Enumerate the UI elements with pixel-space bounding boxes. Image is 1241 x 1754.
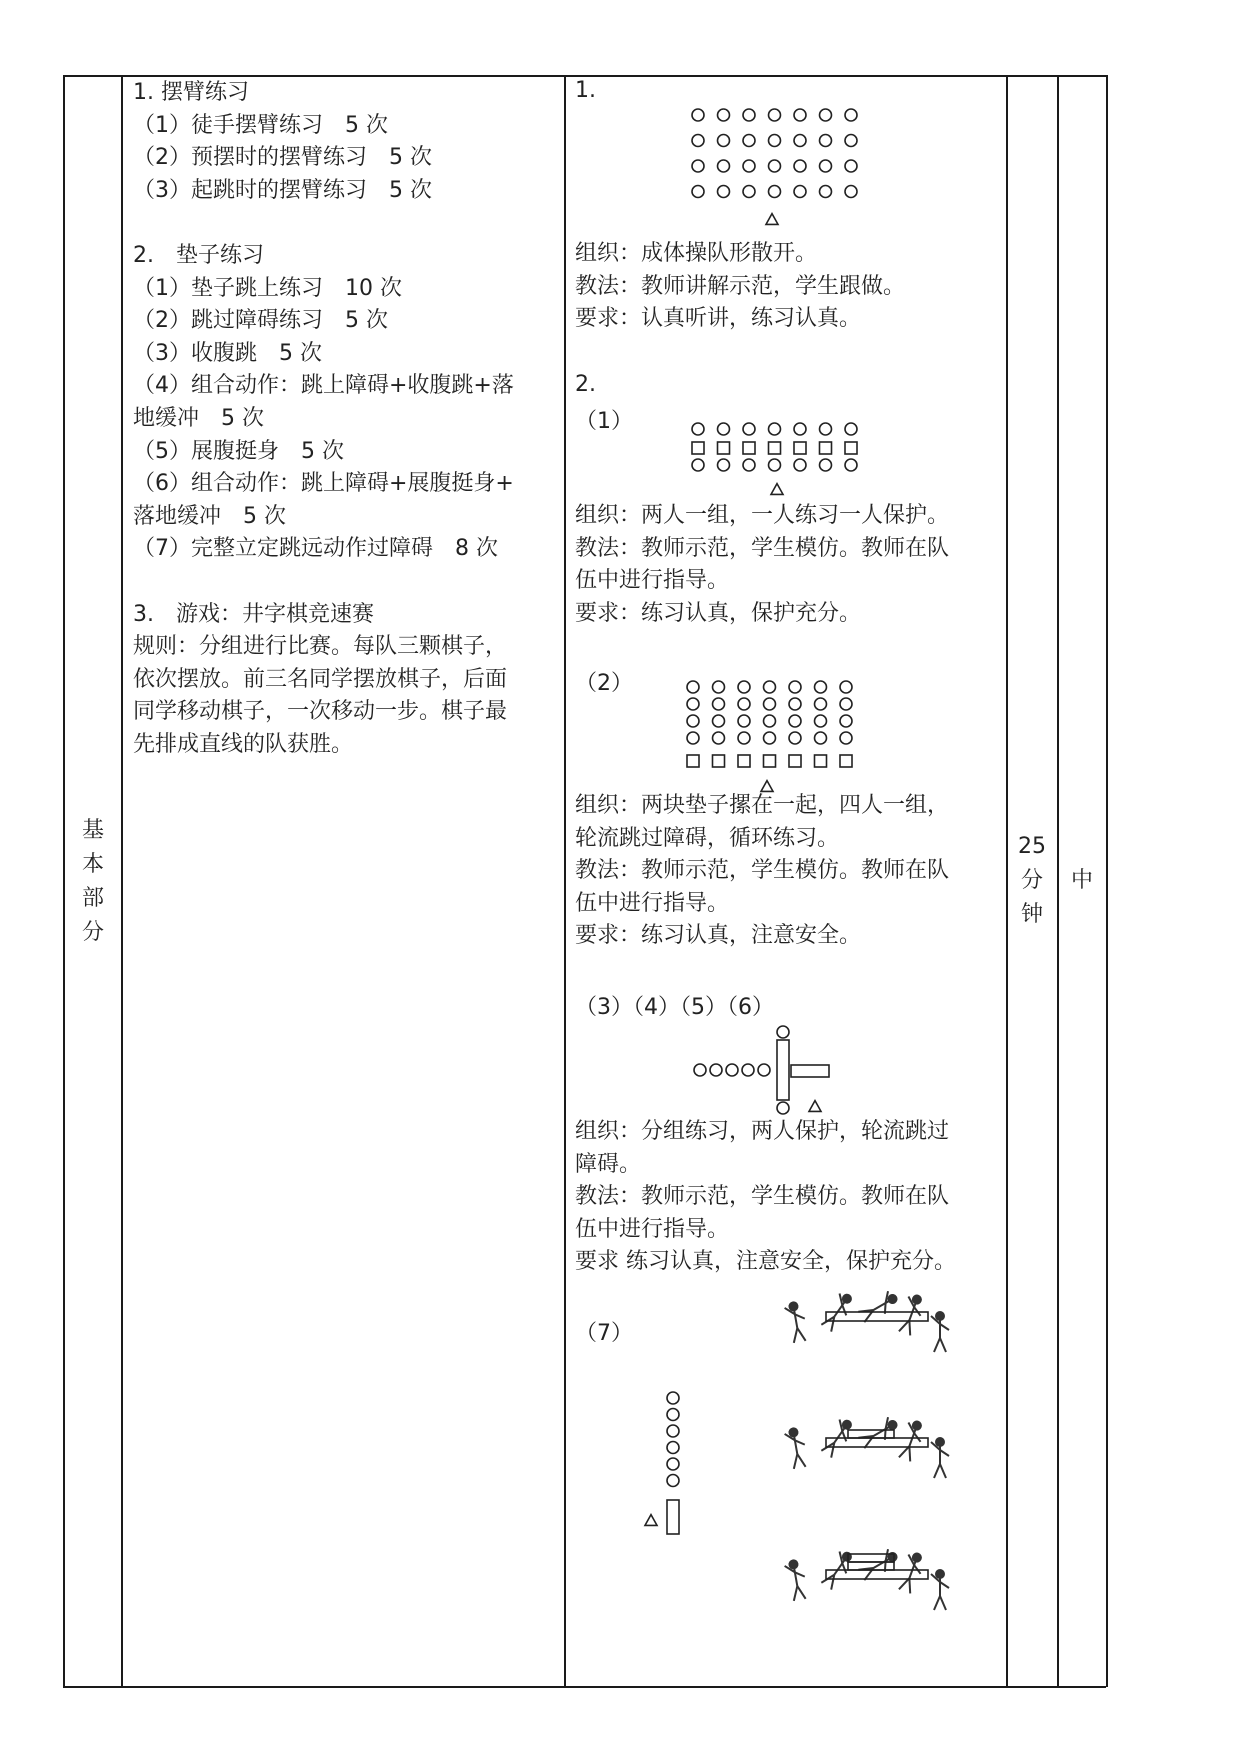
- jumper-figure: [857, 1289, 901, 1325]
- student-circle: [718, 160, 730, 172]
- content-line: 先排成直线的队获胜。: [133, 731, 354, 757]
- student-circle: [718, 186, 730, 198]
- section-label-char: 基: [81, 818, 104, 843]
- mat-square: [845, 442, 857, 454]
- mat-square: [789, 755, 801, 767]
- mat-square: [718, 442, 730, 454]
- column-divider-1: [121, 75, 123, 1687]
- org-section-3-text: [575, 1116, 1000, 1279]
- jumper-stroke: [934, 1596, 940, 1610]
- org-line: 障碍。: [575, 1151, 642, 1177]
- content-line: 依次摆放。前三名同学摆放棋子，后面: [133, 666, 508, 692]
- jumper-stroke: [826, 1443, 839, 1458]
- content-line: 规则：分组进行比赛。每队三颗棋子，: [133, 634, 508, 660]
- org-section-3-label: （3）（4）（5）（6）: [575, 995, 774, 1020]
- student-circle: [687, 698, 699, 710]
- student-circle: [794, 459, 806, 471]
- org-line: 教法：教师示范，学生模仿。教师在队: [575, 858, 950, 884]
- student-circle: [840, 715, 852, 727]
- teacher-triangle: [766, 214, 778, 225]
- student-circle: [820, 135, 832, 147]
- student-circle: [820, 109, 832, 121]
- student-circle: [794, 109, 806, 121]
- jumper-stroke: [940, 1324, 949, 1330]
- jumper-stroke: [797, 1453, 805, 1468]
- jumper-stroke: [936, 1438, 944, 1446]
- student-circle: [667, 1409, 679, 1421]
- student-circle: [769, 186, 781, 198]
- mat-square: [743, 442, 755, 454]
- jumper-figure: [896, 1419, 927, 1463]
- student-circle: [845, 423, 857, 435]
- mat-square: [713, 755, 725, 767]
- obstacle-bar: [667, 1500, 679, 1534]
- content-line: （5）展腹挺身 5 次: [133, 438, 344, 464]
- student-circle: [718, 423, 730, 435]
- student-circle: [742, 1064, 754, 1076]
- org-line: 要求：练习认真，注意安全。: [575, 923, 862, 949]
- org-section-2a-label: （1）: [575, 409, 633, 434]
- section-label-char: 本: [81, 852, 104, 877]
- mat-square: [687, 755, 699, 767]
- mat-square: [840, 755, 852, 767]
- formation-diagram-3: [565, 1020, 1005, 1120]
- content-line: （1）徒手摆臂练习 5 次: [133, 112, 388, 138]
- student-circle: [667, 1425, 679, 1437]
- org-section-1-text: [575, 238, 1000, 336]
- jumper-figure: [896, 1293, 927, 1337]
- student-circle: [692, 135, 704, 147]
- student-circle: [764, 698, 776, 710]
- content-line: （3）收腹跳 5 次: [133, 340, 322, 366]
- student-circle: [845, 160, 857, 172]
- org-line: 组织：两人一组，一人练习一人保护。: [575, 503, 950, 528]
- time-cell: [1010, 830, 1054, 932]
- teacher-triangle: [771, 484, 783, 495]
- org-line: 组织：分组练习，两人保护，轮流跳过: [575, 1119, 950, 1144]
- student-circle: [769, 423, 781, 435]
- mat-square: [692, 442, 704, 454]
- student-circle: [718, 109, 730, 121]
- student-circle: [692, 160, 704, 172]
- jumper-figure: [931, 1312, 949, 1352]
- org-line: 轮流跳过障碍，循环练习。: [575, 825, 840, 851]
- student-circle: [738, 681, 750, 693]
- org-line: 伍中进行指导。: [575, 568, 730, 594]
- student-circle: [845, 109, 857, 121]
- jumper-stroke: [858, 1305, 873, 1317]
- content-line: [133, 566, 558, 599]
- table-border-left: [63, 75, 65, 1687]
- student-circle: [840, 681, 852, 693]
- jumper-figure: [896, 1551, 927, 1595]
- student-circle: [789, 681, 801, 693]
- org-line: 伍中进行指导。: [575, 890, 730, 916]
- content-line: 地缓冲 5 次: [133, 405, 264, 431]
- student-circle: [713, 732, 725, 744]
- jumper-stroke: [887, 1420, 898, 1431]
- jumper-stroke: [858, 1563, 873, 1575]
- student-circle: [667, 1442, 679, 1454]
- student-circle: [820, 459, 832, 471]
- student-circle: [667, 1475, 679, 1487]
- student-circle: [789, 698, 801, 710]
- student-circle: [764, 732, 776, 744]
- student-circle: [789, 732, 801, 744]
- jumper-stroke: [940, 1596, 946, 1610]
- student-circle: [687, 681, 699, 693]
- content-line: （4）组合动作：跳上障碍+收腹跳+落: [133, 373, 514, 399]
- org-line: 教法：教师示范，学生模仿。教师在队: [575, 1184, 950, 1210]
- jumper-stroke: [936, 1570, 944, 1578]
- org-line: 组织：两块垫子摞在一起，四人一组，: [575, 793, 950, 818]
- jumper-stroke: [789, 1560, 798, 1569]
- student-circle: [738, 732, 750, 744]
- formation-diagram-1: [565, 95, 1005, 235]
- jumper-figure: [784, 1559, 809, 1602]
- student-circle: [820, 423, 832, 435]
- formation-diagram-2b: [565, 672, 1005, 792]
- student-circle: [794, 135, 806, 147]
- jumper-figure: [784, 1301, 809, 1344]
- table-border-bottom: [63, 1686, 1106, 1688]
- org-section-1-number: 1.: [575, 78, 596, 103]
- content-line: （2）跳过障碍练习 5 次: [133, 308, 388, 334]
- student-circle: [692, 423, 704, 435]
- jumper-stroke: [940, 1582, 949, 1588]
- jumper-figure: [931, 1438, 949, 1478]
- student-circle: [718, 459, 730, 471]
- jumper-stroke: [934, 1464, 940, 1478]
- student-circle: [710, 1064, 722, 1076]
- mat-bar: [791, 1065, 829, 1077]
- jumper-stroke: [912, 1552, 922, 1562]
- student-circle: [820, 160, 832, 172]
- intensity-cell: 中: [1070, 868, 1093, 893]
- student-circle: [713, 698, 725, 710]
- student-circle: [758, 1064, 770, 1076]
- table-border-right: [1106, 75, 1108, 1687]
- student-circle: [794, 160, 806, 172]
- teacher-triangle: [645, 1515, 657, 1526]
- jumper-stroke: [940, 1450, 949, 1456]
- section-label: [70, 814, 116, 950]
- student-circle: [769, 160, 781, 172]
- content-line: 1. 摆臂练习: [133, 80, 249, 105]
- mat-square: [820, 442, 832, 454]
- student-circle: [794, 186, 806, 198]
- org-line: 要求：练习认真，保护充分。: [575, 600, 862, 626]
- org-line: 要求 练习认真，注意安全，保护充分。: [575, 1249, 956, 1275]
- jumper-stroke: [826, 1317, 839, 1332]
- jumper-stroke: [797, 1585, 805, 1600]
- time-unit-char: 钟: [1020, 902, 1043, 927]
- content-line: （2）预摆时的摆臂练习 5 次: [133, 145, 432, 171]
- student-circle: [692, 186, 704, 198]
- mat-square: [794, 442, 806, 454]
- jumper-stroke: [789, 1428, 798, 1437]
- student-circle: [840, 698, 852, 710]
- formation-diagram-2a: [565, 415, 1005, 505]
- student-circle: [820, 186, 832, 198]
- student-circle: [769, 135, 781, 147]
- jumper-stroke: [887, 1294, 898, 1305]
- org-line: 伍中进行指导。: [575, 1216, 730, 1242]
- student-circle: [743, 186, 755, 198]
- student-circle: [743, 459, 755, 471]
- student-circle: [794, 423, 806, 435]
- content-line: 同学移动棋子，一次移动一步。棋子最: [133, 699, 508, 725]
- student-circle: [769, 459, 781, 471]
- section-label-char: 部: [81, 886, 104, 911]
- jumper-stroke: [789, 1302, 798, 1311]
- jumper-stroke: [797, 1327, 805, 1342]
- student-circle: [713, 681, 725, 693]
- student-circle: [815, 732, 827, 744]
- student-circle: [738, 698, 750, 710]
- student-circle: [726, 1064, 738, 1076]
- student-circle: [687, 715, 699, 727]
- jumper-stroke: [912, 1294, 922, 1304]
- jumper-stroke: [887, 1552, 898, 1563]
- student-circle: [743, 160, 755, 172]
- content-line: （6）组合动作：跳上障碍+展腹挺身+: [133, 471, 514, 497]
- student-circle: [777, 1026, 789, 1038]
- column-divider-3: [1006, 75, 1008, 1687]
- student-circle: [743, 109, 755, 121]
- content-line: （7）完整立定跳远动作过障碍 8 次: [133, 536, 498, 562]
- content-line: （1）垫子跳上练习 10 次: [133, 275, 402, 301]
- student-circle: [694, 1064, 706, 1076]
- student-circle: [743, 135, 755, 147]
- org-section-2-number: 2.: [575, 372, 596, 397]
- content-line: 2. 垫子练习: [133, 242, 264, 268]
- student-circle: [687, 732, 699, 744]
- student-circle: [738, 715, 750, 727]
- student-circle: [815, 698, 827, 710]
- mat-square: [764, 755, 776, 767]
- student-circle: [667, 1392, 679, 1404]
- org-section-2b-text: [575, 790, 1000, 953]
- org-section-7-label: （7）: [575, 1321, 633, 1346]
- jumper-stroke: [940, 1464, 946, 1478]
- jumper-stroke: [940, 1338, 946, 1352]
- student-circle: [845, 186, 857, 198]
- mat-square: [815, 755, 827, 767]
- org-line: 教法：教师讲解示范，学生跟做。: [575, 273, 906, 299]
- content-line: （3）起跳时的摆臂练习 5 次: [133, 177, 432, 203]
- student-circle: [845, 459, 857, 471]
- time-value: 25: [1018, 834, 1046, 859]
- obstacle-bar: [777, 1040, 789, 1100]
- time-unit-char: 分: [1020, 868, 1043, 893]
- long-jump-illustration: [780, 1300, 960, 1660]
- student-circle: [815, 715, 827, 727]
- student-circle: [764, 715, 776, 727]
- teacher-triangle: [809, 1101, 821, 1112]
- mat-square: [769, 442, 781, 454]
- content-line: [133, 207, 558, 240]
- section-label-char: 分: [81, 920, 104, 945]
- jumper-stroke: [858, 1431, 873, 1443]
- student-circle: [764, 681, 776, 693]
- student-circle: [667, 1458, 679, 1470]
- student-circle: [718, 135, 730, 147]
- jumper-stroke: [934, 1338, 940, 1352]
- jumper-figure: [784, 1427, 809, 1470]
- org-section-2b-label: （2）: [575, 671, 633, 696]
- student-circle: [769, 109, 781, 121]
- student-circle: [713, 715, 725, 727]
- jumper-figure: [931, 1570, 949, 1610]
- jumper-stroke: [826, 1575, 839, 1590]
- org-section-2a-text: [575, 500, 1000, 630]
- student-circle: [789, 715, 801, 727]
- content-line: 3. 游戏：井字棋竞速赛: [133, 601, 374, 627]
- org-line: 要求：认真听讲，练习认真。: [575, 306, 862, 332]
- jumper-stroke: [936, 1312, 944, 1320]
- student-circle: [743, 423, 755, 435]
- mat-square: [738, 755, 750, 767]
- org-line: 组织：成体操队形散开。: [575, 241, 818, 266]
- org-line: 教法：教师示范，学生模仿。教师在队: [575, 535, 950, 561]
- student-circle: [840, 732, 852, 744]
- student-circle: [692, 459, 704, 471]
- content-line: 落地缓冲 5 次: [133, 503, 286, 529]
- student-circle: [815, 681, 827, 693]
- student-circle: [777, 1102, 789, 1114]
- student-circle: [692, 109, 704, 121]
- content-cell: [133, 77, 558, 761]
- jumper-stroke: [912, 1420, 922, 1430]
- column-divider-4: [1057, 75, 1059, 1687]
- student-circle: [845, 135, 857, 147]
